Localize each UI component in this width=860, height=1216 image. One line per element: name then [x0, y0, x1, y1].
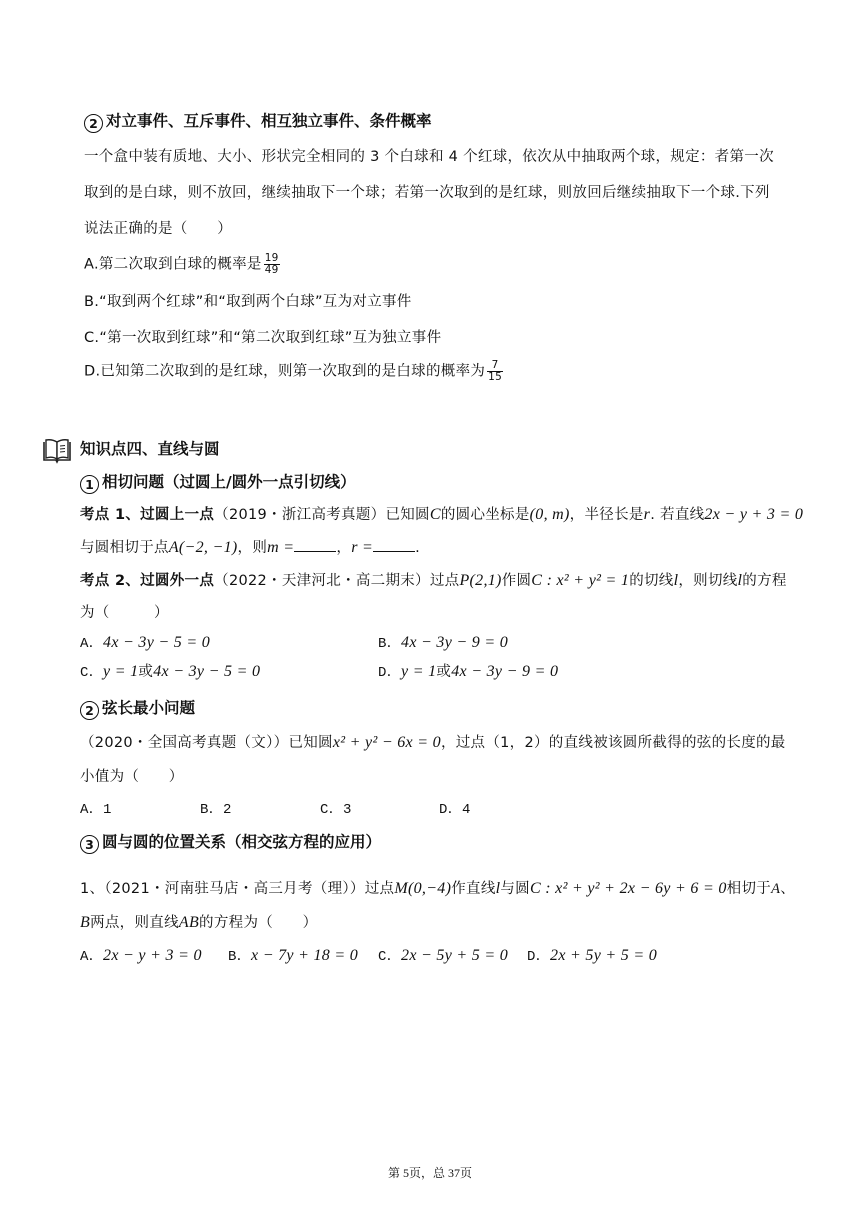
option-c: C.“第一次取到红球”和“第二次取到红球”互为独立事件 — [84, 330, 442, 346]
circled-number: 2 — [84, 114, 103, 133]
circled-number: 2 — [80, 701, 99, 720]
page-footer: 第 5页，总 37页 — [387, 1166, 472, 1180]
text: . 若直线 — [650, 507, 705, 523]
option-label: D． — [378, 665, 402, 681]
text: 的切线 — [629, 573, 674, 589]
text: ， — [336, 540, 352, 556]
option-label: C． — [378, 949, 402, 965]
question-line-1: 一个盒中装有质地、大小、形状完全相同的 3 个白球和 4 个红球，依次从中抽取两个球，规定：者第一次 — [84, 149, 774, 165]
math: C : x² + y² + 2x − 6y + 6 = 0 — [529, 880, 727, 897]
option-a-text: A.第二次取到白球的概率是 — [84, 256, 262, 273]
section-heading-probability — [84, 110, 432, 133]
text: ，则 — [237, 540, 268, 556]
chord-option-b: B．2 — [200, 802, 232, 818]
option-d — [84, 360, 503, 383]
k2-option-c — [80, 662, 260, 683]
math: M(0,−4) — [394, 880, 452, 897]
math: r = — [351, 539, 374, 556]
math: 4x − 3y − 9 = 0 — [401, 634, 509, 651]
subsection-heading-chord — [80, 697, 195, 720]
exam-point-1-line2 — [80, 538, 420, 558]
math: y = 1 — [401, 663, 437, 680]
exam-point-label: 考点 2、过圆外一点 — [80, 573, 215, 589]
circles-option-b — [228, 946, 358, 967]
text: 、 — [780, 881, 796, 897]
math: 4x − 3y − 5 = 0 — [103, 634, 211, 651]
text: . — [415, 540, 421, 556]
question-line-3: 说法正确的是（ ） — [84, 221, 232, 237]
text: 与圆相切于点 — [80, 540, 169, 556]
math: 4x − 3y − 5 = 0 — [153, 663, 261, 680]
chord-option-a: A．1 — [80, 802, 112, 818]
math: 4x − 3y − 9 = 0 — [451, 663, 559, 680]
option-label: C． — [80, 665, 104, 681]
text: 的圆心坐标是 — [440, 507, 530, 523]
section-title: 对立事件、互斥事件、相互独立事件、条件概率 — [106, 112, 432, 130]
text: 1、（2021・河南驻马店・高三月考（理））过点 — [80, 881, 395, 897]
math: x² + y² − 6x = 0 — [332, 734, 441, 751]
option-a — [84, 253, 280, 276]
option-label: A． — [80, 949, 104, 965]
exam-point-2-line2: 为（ ） — [80, 605, 169, 621]
book-icon — [42, 438, 72, 468]
answer-blank[interactable] — [373, 551, 415, 552]
knowledge-point-title: 知识点四、直线与圆 — [80, 440, 220, 458]
text: ，则切线 — [678, 573, 738, 589]
math: (0, m) — [529, 506, 570, 523]
k2-option-d — [378, 662, 558, 683]
question-line-2: 取到的是白球，则不放回，继续抽取下一个球；若第一次取到的是红球，则放回后继续抽取下一个球.下列 — [84, 185, 770, 201]
source: （2022・天津河北・高二期末） — [214, 573, 430, 589]
circles-question-line1 — [80, 879, 795, 899]
chord-option-c: C．3 — [320, 802, 352, 818]
subsection-title: 相切问题（过圆上/圆外一点引切线） — [102, 473, 356, 491]
fraction-denominator: 49 — [264, 264, 279, 276]
math: A — [771, 881, 781, 897]
fraction-numerator: 7 — [487, 360, 503, 372]
text: 的方程为（ ） — [199, 915, 318, 931]
math: P(2,1) — [459, 572, 502, 589]
k2-option-b — [378, 633, 508, 654]
math: l — [737, 572, 743, 589]
text: 过点 — [429, 573, 460, 589]
text: ，半径长是 — [569, 507, 644, 523]
math: 2x + 5y + 5 = 0 — [550, 947, 658, 964]
text: 作直线 — [451, 881, 496, 897]
chord-question-line1 — [80, 733, 786, 753]
text: 作圆 — [501, 573, 532, 589]
math: l — [495, 880, 501, 897]
math: C : x² + y² = 1 — [531, 572, 630, 589]
circled-number: 3 — [80, 835, 99, 854]
math: l — [673, 572, 679, 589]
circles-option-a — [80, 946, 202, 967]
math: 2x − 5y + 5 = 0 — [401, 947, 509, 964]
option-b: B.“取到两个红球”和“取到两个白球”互为对立事件 — [84, 294, 412, 310]
math: A(−2, −1) — [168, 539, 238, 556]
circles-option-d — [527, 946, 657, 967]
subsection-heading-circles — [80, 831, 381, 854]
circled-number: 1 — [80, 475, 99, 494]
text: 的方程 — [742, 573, 787, 589]
math: 2x − y + 3 = 0 — [704, 506, 804, 523]
option-d-text: D.已知第二次取到的是红球，则第一次取到的是白球的概率为 — [84, 363, 486, 380]
fraction-denominator: 15 — [488, 371, 503, 383]
text: 两点，则直线 — [90, 915, 179, 931]
subsection-title: 圆与圆的位置关系（相交弦方程的应用） — [102, 833, 382, 851]
text: 已知圆 — [385, 507, 430, 523]
circles-question-line2 — [80, 913, 317, 933]
math: r — [643, 506, 651, 523]
exam-point-2-line1 — [80, 571, 787, 591]
math: m = — [267, 539, 295, 556]
fraction — [487, 360, 503, 383]
subsection-title: 弦长最小问题 — [102, 699, 196, 717]
text: 或 — [436, 664, 452, 680]
math: AB — [178, 914, 200, 931]
math: y = 1 — [103, 663, 139, 680]
text: ，过点（1，2）的直线被该圆所截得的弦的长度的最 — [440, 735, 786, 751]
chord-option-d: D．4 — [439, 802, 471, 818]
text: 或 — [138, 664, 154, 680]
subsection-heading-tangent — [80, 471, 356, 494]
source: （2019・浙江高考真题） — [214, 507, 386, 523]
option-label: B． — [378, 636, 402, 652]
text: （2020・全国高考真题（文））已知圆 — [80, 735, 333, 751]
k2-option-a — [80, 633, 210, 654]
text: 与圆 — [500, 881, 530, 897]
chord-question-line2: 小值为（ ） — [80, 769, 184, 785]
math: x − 7y + 18 = 0 — [251, 947, 359, 964]
circles-option-c — [378, 946, 508, 967]
exam-point-1-line1 — [80, 505, 803, 525]
option-label: A． — [80, 636, 104, 652]
math: 2x − y + 3 = 0 — [103, 947, 202, 964]
option-label: B． — [228, 949, 252, 965]
option-label: D． — [527, 949, 551, 965]
answer-blank[interactable] — [294, 551, 336, 552]
fraction-numerator: 19 — [264, 252, 279, 264]
math: C — [429, 506, 441, 523]
fraction — [264, 253, 280, 276]
exam-point-label: 考点 1、过圆上一点 — [80, 507, 215, 523]
text: 相切于 — [726, 881, 772, 897]
math: B — [80, 914, 91, 931]
